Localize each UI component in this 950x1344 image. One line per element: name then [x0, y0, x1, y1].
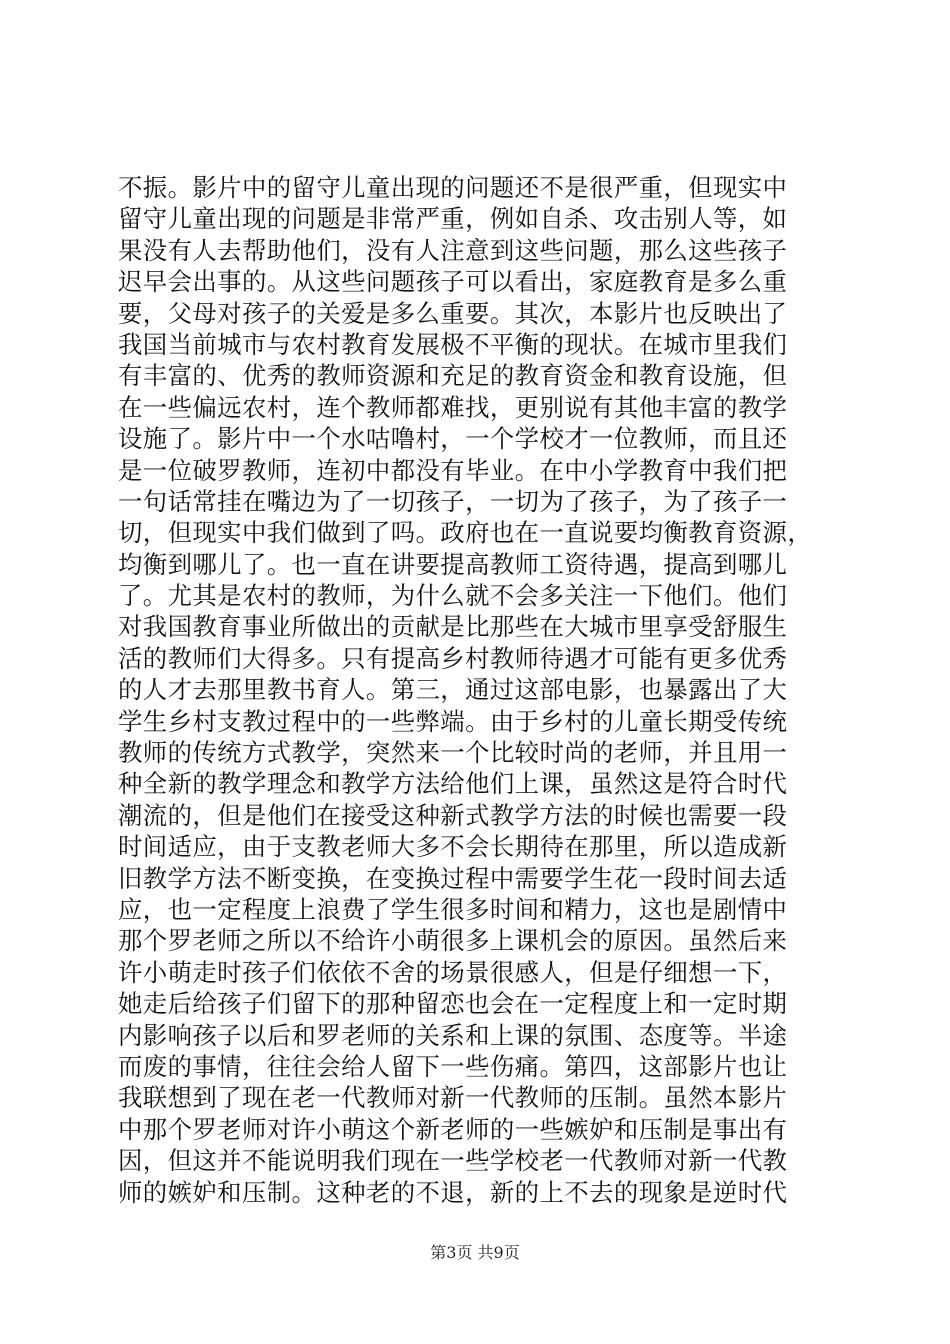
text-line: 应，也一定程度上浪费了学生很多时间和精力，这也是剧情中 [118, 894, 788, 924]
text-line: 我联想到了现在老一代教师对新一代教师的压制。虽然本影片 [118, 1083, 788, 1113]
text-line: 一句话常挂在嘴边为了一切孩子，一切为了孩子，为了孩子一 [118, 486, 788, 516]
text-line: 我国当前城市与农村教育发展极不平衡的现状。在城市里我们 [118, 329, 788, 359]
text-line: 她走后给孩子们留下的那种留恋也会在一定程度上和一定时期 [118, 989, 788, 1019]
text-line: 学生乡村支教过程中的一些弊端。由于乡村的儿童长期受传统 [118, 706, 788, 736]
text-line: 对我国教育事业所做出的贡献是比那些在大城市里享受舒服生 [118, 612, 788, 642]
text-line: 是一位破罗教师，连初中都没有毕业。在中小学教育中我们把 [118, 455, 788, 485]
text-line: 的人才去那里教书育人。第三，通过这部电影，也暴露出了大 [118, 675, 788, 705]
text-line: 潮流的，但是他们在接受这种新式教学方法的时候也需要一段 [118, 800, 788, 830]
text-line: 许小萌走时孩子们依依不舍的场景很感人，但是仔细想一下， [118, 957, 788, 987]
text-line: 迟早会出事的。从这些问题孩子可以看出，家庭教育是多么重 [118, 267, 788, 297]
text-line: 留守儿童出现的问题是非常严重，例如自杀、攻击别人等，如 [118, 204, 788, 234]
text-line: 师的嫉妒和压制。这种老的不退，新的上不去的现象是逆时代 [118, 1177, 788, 1207]
text-line: 了。尤其是农村的教师，为什么就不会多关注一下他们。他们 [118, 581, 788, 611]
text-line: 要，父母对孩子的关爱是多么重要。其次，本影片也反映出了 [118, 298, 788, 328]
text-line: 教师的传统方式教学，突然来一个比较时尚的老师，并且用一 [118, 738, 788, 768]
text-line: 那个罗老师之所以不给许小萌很多上课机会的原因。虽然后来 [118, 926, 788, 956]
text-line: 种全新的教学理念和教学方法给他们上课，虽然这是符合时代 [118, 769, 788, 799]
text-line: 均衡到哪儿了。也一直在讲要提高教师工资待遇，提高到哪儿 [118, 549, 788, 579]
text-line: 果没有人去帮助他们，没有人注意到这些问题，那么这些孩子 [118, 235, 788, 265]
text-line: 内影响孩子以后和罗老师的关系和上课的氛围、态度等。半途 [118, 1020, 788, 1050]
text-line: 活的教师们大得多。只有提高乡村教师待遇才可能有更多优秀 [118, 643, 788, 673]
text-line: 在一些偏远农村，连个教师都难找，更别说有其他丰富的教学 [118, 392, 788, 422]
body-text [118, 172, 838, 1208]
text-line: 不振。影片中的留守儿童出现的问题还不是很严重，但现实中 [118, 173, 788, 202]
text-line: 而废的事情，往往会给人留下一些伤痛。第四，这部影片也让 [118, 1051, 788, 1081]
text-line: 切，但现实中我们做到了吗。政府也在一直说要均衡教育资源， [118, 518, 813, 548]
page-number-footer: 第3页 共9页 [430, 1243, 520, 1262]
text-line: 时间适应，由于支教老师大多不会长期待在那里，所以造成新 [118, 832, 788, 862]
text-line: 中那个罗老师对许小萌这个新老师的一些嫉妒和压制是事出有 [118, 1114, 788, 1144]
text-line: 旧教学方法不断变换，在变换过程中需要学生花一段时间去适 [118, 863, 788, 893]
text-line: 设施了。影片中一个水咕噜村，一个学校才一位教师，而且还 [118, 424, 788, 454]
text-line: 因，但这并不能说明我们现在一些学校老一代教师对新一代教 [118, 1146, 788, 1176]
text-line: 有丰富的、优秀的教师资源和充足的教育资金和教育设施，但 [118, 361, 788, 391]
